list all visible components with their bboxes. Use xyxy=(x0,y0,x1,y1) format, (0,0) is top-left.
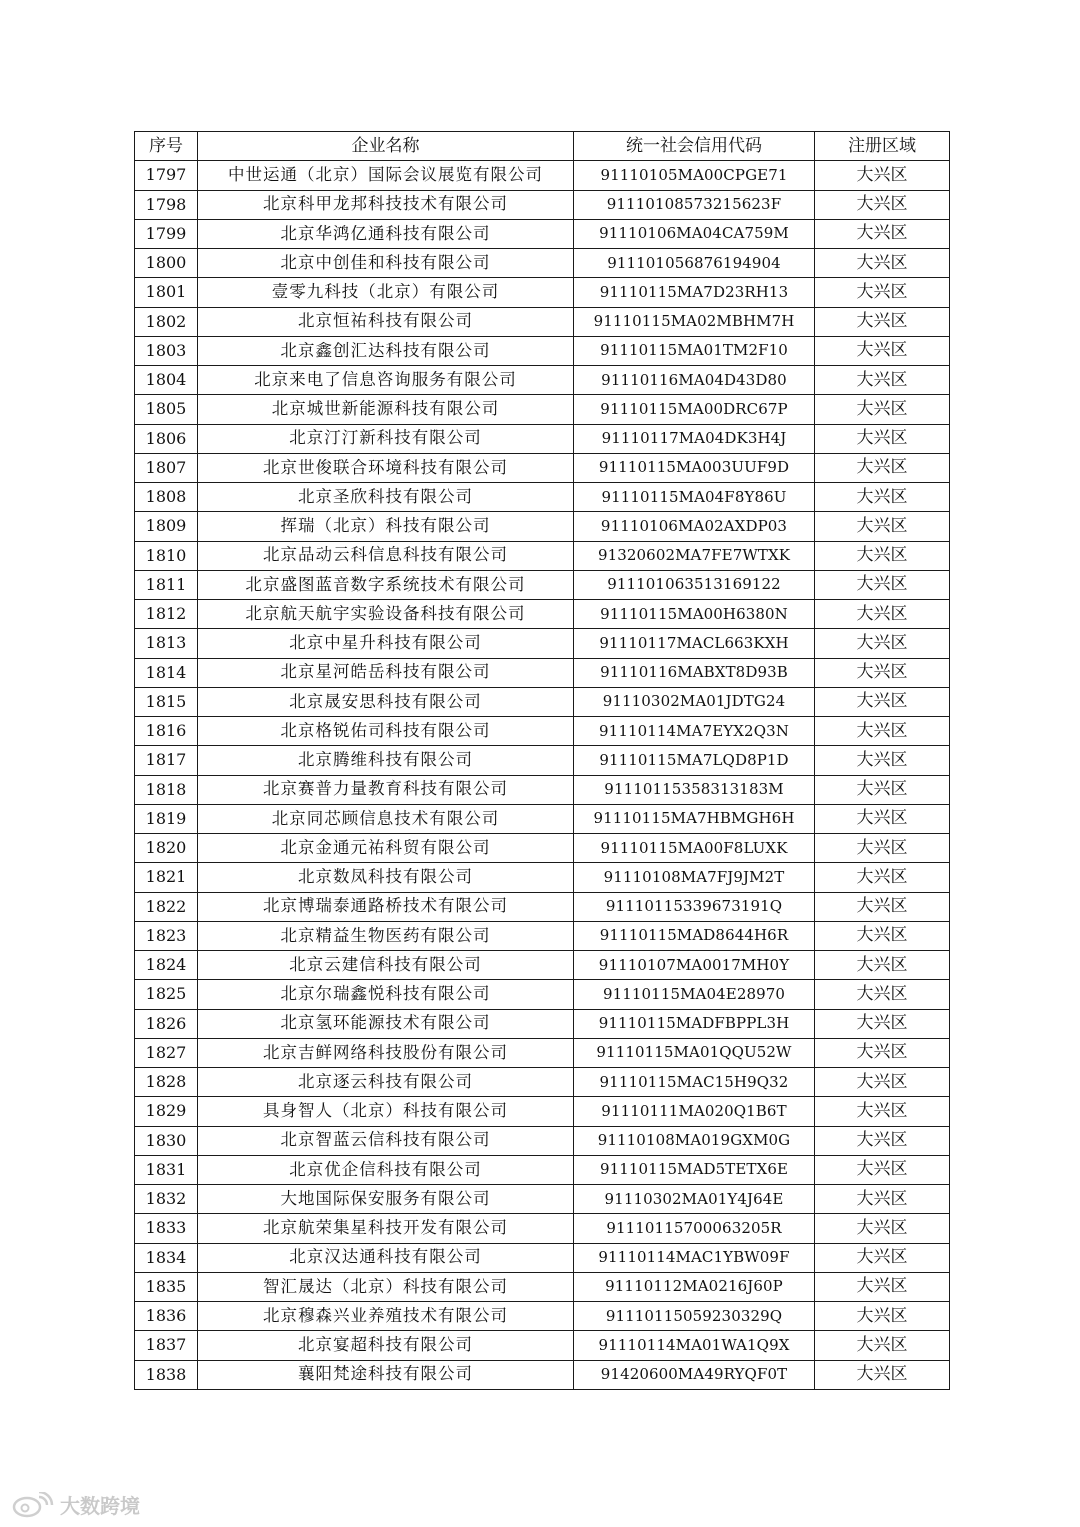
row-credit-code: 91110115MA00F8LUXK xyxy=(574,834,815,863)
row-index: 1799 xyxy=(135,219,198,248)
row-index: 1825 xyxy=(135,980,198,1009)
table-row xyxy=(135,1155,950,1184)
watermark xyxy=(12,1490,140,1519)
row-index: 1819 xyxy=(135,804,198,833)
row-credit-code: 91110115MA00H6380N xyxy=(574,600,815,629)
row-region: 大兴区 xyxy=(815,307,950,336)
row-index: 1804 xyxy=(135,366,198,395)
table-row xyxy=(135,951,950,980)
row-region: 大兴区 xyxy=(815,395,950,424)
row-credit-code: 91110111MA020Q1B6T xyxy=(574,1097,815,1126)
row-company-name: 中世运通（北京）国际会议展览有限公司 xyxy=(198,161,574,190)
table-row xyxy=(135,863,950,892)
row-company-name: 襄阳梵途科技有限公司 xyxy=(198,1360,574,1389)
row-company-name: 北京航天航宇实验设备科技有限公司 xyxy=(198,600,574,629)
row-credit-code: 91110112MA0216J60P xyxy=(574,1272,815,1301)
row-company-name: 北京城世新能源科技有限公司 xyxy=(198,395,574,424)
row-region: 大兴区 xyxy=(815,717,950,746)
table-row xyxy=(135,570,950,599)
table-row xyxy=(135,1038,950,1067)
row-credit-code: 91110115700063205R xyxy=(574,1214,815,1243)
row-region: 大兴区 xyxy=(815,1360,950,1389)
row-index: 1834 xyxy=(135,1243,198,1272)
row-index: 1820 xyxy=(135,834,198,863)
row-company-name: 北京吉鲜网络科技股份有限公司 xyxy=(198,1038,574,1067)
row-credit-code: 91110115MA02MBHM7H xyxy=(574,307,815,336)
row-index: 1830 xyxy=(135,1126,198,1155)
row-region: 大兴区 xyxy=(815,366,950,395)
table-row xyxy=(135,600,950,629)
row-index: 1837 xyxy=(135,1331,198,1360)
row-region: 大兴区 xyxy=(815,804,950,833)
row-region: 大兴区 xyxy=(815,278,950,307)
row-company-name: 北京中星升科技有限公司 xyxy=(198,629,574,658)
table-row xyxy=(135,1185,950,1214)
row-company-name: 智汇晟达（北京）科技有限公司 xyxy=(198,1272,574,1301)
row-index: 1810 xyxy=(135,541,198,570)
table-row xyxy=(135,892,950,921)
row-region: 大兴区 xyxy=(815,249,950,278)
row-company-name: 北京尔瑞鑫悦科技有限公司 xyxy=(198,980,574,1009)
row-company-name: 北京来电了信息咨询服务有限公司 xyxy=(198,366,574,395)
row-company-name: 北京穆森兴业养殖技术有限公司 xyxy=(198,1302,574,1331)
row-index: 1808 xyxy=(135,483,198,512)
row-region: 大兴区 xyxy=(815,687,950,716)
row-region: 大兴区 xyxy=(815,219,950,248)
row-company-name: 北京星河皓岳科技有限公司 xyxy=(198,658,574,687)
row-credit-code: 91110115MAC15H9Q32 xyxy=(574,1068,815,1097)
row-region: 大兴区 xyxy=(815,1243,950,1272)
table-row xyxy=(135,307,950,336)
row-region: 大兴区 xyxy=(815,1185,950,1214)
row-credit-code: 91110105MA00CPGE71 xyxy=(574,161,815,190)
header-credit-code: 统一社会信用代码 xyxy=(574,132,815,161)
row-credit-code: 91110115MA00DRC67P xyxy=(574,395,815,424)
row-index: 1801 xyxy=(135,278,198,307)
row-credit-code: 91110115MAD5TETX6E xyxy=(574,1155,815,1184)
row-index: 1816 xyxy=(135,717,198,746)
row-credit-code: 91110114MA01WA1Q9X xyxy=(574,1331,815,1360)
row-index: 1813 xyxy=(135,629,198,658)
row-credit-code: 91110115MA7D23RH13 xyxy=(574,278,815,307)
row-credit-code: 91110108573215623F xyxy=(574,190,815,219)
row-company-name: 北京数凤科技有限公司 xyxy=(198,863,574,892)
row-region: 大兴区 xyxy=(815,1155,950,1184)
row-index: 1831 xyxy=(135,1155,198,1184)
row-region: 大兴区 xyxy=(815,1097,950,1126)
row-company-name: 北京宴超科技有限公司 xyxy=(198,1331,574,1360)
row-company-name: 挥瑞（北京）科技有限公司 xyxy=(198,512,574,541)
table-row xyxy=(135,395,950,424)
row-index: 1809 xyxy=(135,512,198,541)
table-row xyxy=(135,746,950,775)
row-index: 1812 xyxy=(135,600,198,629)
table-row xyxy=(135,921,950,950)
row-company-name: 北京逐云科技有限公司 xyxy=(198,1068,574,1097)
row-region: 大兴区 xyxy=(815,892,950,921)
table-row xyxy=(135,483,950,512)
row-region: 大兴区 xyxy=(815,921,950,950)
row-credit-code: 91110115MA04F8Y86U xyxy=(574,483,815,512)
row-company-name: 具身智人（北京）科技有限公司 xyxy=(198,1097,574,1126)
table-row xyxy=(135,980,950,1009)
row-index: 1828 xyxy=(135,1068,198,1097)
row-credit-code: 91110115059230329Q xyxy=(574,1302,815,1331)
table-row xyxy=(135,219,950,248)
row-index: 1836 xyxy=(135,1302,198,1331)
table-row xyxy=(135,1302,950,1331)
row-credit-code: 91110302MA01Y4J64E xyxy=(574,1185,815,1214)
table-row xyxy=(135,541,950,570)
row-company-name: 北京世俊联合环境科技有限公司 xyxy=(198,453,574,482)
row-credit-code: 911101063513169122 xyxy=(574,570,815,599)
row-company-name: 北京科甲龙邦科技技术有限公司 xyxy=(198,190,574,219)
row-company-name: 大地国际保安服务有限公司 xyxy=(198,1185,574,1214)
table-row xyxy=(135,1009,950,1038)
row-region: 大兴区 xyxy=(815,1068,950,1097)
table-row xyxy=(135,366,950,395)
row-company-name: 北京盛图蓝音数字系统技术有限公司 xyxy=(198,570,574,599)
row-company-name: 北京云建信科技有限公司 xyxy=(198,951,574,980)
table-row xyxy=(135,834,950,863)
row-region: 大兴区 xyxy=(815,951,950,980)
table-row xyxy=(135,453,950,482)
row-company-name: 北京华鸿亿通科技有限公司 xyxy=(198,219,574,248)
row-region: 大兴区 xyxy=(815,1272,950,1301)
row-region: 大兴区 xyxy=(815,570,950,599)
row-credit-code: 91110108MA7FJ9JM2T xyxy=(574,863,815,892)
row-credit-code: 91110115MA7HBMGH6H xyxy=(574,804,815,833)
row-index: 1823 xyxy=(135,921,198,950)
row-region: 大兴区 xyxy=(815,746,950,775)
row-region: 大兴区 xyxy=(815,161,950,190)
watermark-text: 大数跨境 xyxy=(60,1494,140,1518)
row-credit-code: 91110106MA02AXDP03 xyxy=(574,512,815,541)
row-company-name: 北京同芯顾信息技术有限公司 xyxy=(198,804,574,833)
header-region: 注册区域 xyxy=(815,132,950,161)
row-credit-code: 911101056876194904 xyxy=(574,249,815,278)
row-index: 1817 xyxy=(135,746,198,775)
row-company-name: 北京鑫创汇达科技有限公司 xyxy=(198,336,574,365)
header-row xyxy=(135,132,950,161)
row-credit-code: 91420600MA49RYQF0T xyxy=(574,1360,815,1389)
row-region: 大兴区 xyxy=(815,1302,950,1331)
row-index: 1800 xyxy=(135,249,198,278)
table-row xyxy=(135,424,950,453)
row-index: 1806 xyxy=(135,424,198,453)
row-index: 1815 xyxy=(135,687,198,716)
row-region: 大兴区 xyxy=(815,980,950,1009)
table-header xyxy=(135,132,950,161)
row-company-name: 北京格锐佑司科技有限公司 xyxy=(198,717,574,746)
row-company-name: 北京航荣集星科技开发有限公司 xyxy=(198,1214,574,1243)
row-credit-code: 91110106MA04CA759M xyxy=(574,219,815,248)
row-credit-code: 91110115MA01TM2F10 xyxy=(574,336,815,365)
row-company-name: 北京金通元祐科贸有限公司 xyxy=(198,834,574,863)
table-row xyxy=(135,249,950,278)
row-credit-code: 91110117MACL663KXH xyxy=(574,629,815,658)
table-row xyxy=(135,336,950,365)
row-credit-code: 91110116MABXT8D93B xyxy=(574,658,815,687)
row-index: 1824 xyxy=(135,951,198,980)
row-company-name: 北京品动云科信息科技有限公司 xyxy=(198,541,574,570)
row-company-name: 北京优企信科技有限公司 xyxy=(198,1155,574,1184)
row-index: 1797 xyxy=(135,161,198,190)
row-company-name: 北京智蓝云信科技有限公司 xyxy=(198,1126,574,1155)
table-row xyxy=(135,1360,950,1389)
row-credit-code: 91110117MA04DK3H4J xyxy=(574,424,815,453)
table-row xyxy=(135,190,950,219)
row-region: 大兴区 xyxy=(815,834,950,863)
table-row xyxy=(135,1214,950,1243)
row-company-name: 北京圣欣科技有限公司 xyxy=(198,483,574,512)
header-company-name: 企业名称 xyxy=(198,132,574,161)
row-credit-code: 91110115MAD8644H6R xyxy=(574,921,815,950)
row-credit-code: 91110115MADFBPPL3H xyxy=(574,1009,815,1038)
row-region: 大兴区 xyxy=(815,1214,950,1243)
table-row xyxy=(135,775,950,804)
row-index: 1826 xyxy=(135,1009,198,1038)
row-index: 1832 xyxy=(135,1185,198,1214)
row-company-name: 北京氢环能源技术有限公司 xyxy=(198,1009,574,1038)
row-company-name: 北京博瑞泰通路桥技术有限公司 xyxy=(198,892,574,921)
row-credit-code: 91110302MA01JDTG24 xyxy=(574,687,815,716)
row-index: 1807 xyxy=(135,453,198,482)
row-credit-code: 91110115339673191Q xyxy=(574,892,815,921)
row-index: 1833 xyxy=(135,1214,198,1243)
row-credit-code: 91110116MA04D43D80 xyxy=(574,366,815,395)
table-row xyxy=(135,629,950,658)
row-company-name: 壹零九科技（北京）有限公司 xyxy=(198,278,574,307)
row-index: 1818 xyxy=(135,775,198,804)
table-row xyxy=(135,1272,950,1301)
row-region: 大兴区 xyxy=(815,1126,950,1155)
table-row xyxy=(135,1126,950,1155)
row-index: 1835 xyxy=(135,1272,198,1301)
row-region: 大兴区 xyxy=(815,775,950,804)
row-credit-code: 91110115MA01QQU52W xyxy=(574,1038,815,1067)
table-row xyxy=(135,161,950,190)
table-row xyxy=(135,1243,950,1272)
row-credit-code: 91110115MA003UUF9D xyxy=(574,453,815,482)
row-region: 大兴区 xyxy=(815,658,950,687)
row-region: 大兴区 xyxy=(815,600,950,629)
company-registry-table xyxy=(134,131,950,1390)
row-region: 大兴区 xyxy=(815,336,950,365)
row-company-name: 北京晟安思科技有限公司 xyxy=(198,687,574,716)
row-credit-code: 91110115MA04E28970 xyxy=(574,980,815,1009)
row-index: 1821 xyxy=(135,863,198,892)
row-index: 1838 xyxy=(135,1360,198,1389)
row-index: 1798 xyxy=(135,190,198,219)
row-company-name: 北京汀汀新科技有限公司 xyxy=(198,424,574,453)
row-company-name: 北京中创佳和科技有限公司 xyxy=(198,249,574,278)
row-company-name: 北京恒祐科技有限公司 xyxy=(198,307,574,336)
row-company-name: 北京精益生物医药有限公司 xyxy=(198,921,574,950)
row-index: 1822 xyxy=(135,892,198,921)
table-row xyxy=(135,1068,950,1097)
header-index: 序号 xyxy=(135,132,198,161)
row-region: 大兴区 xyxy=(815,541,950,570)
row-index: 1829 xyxy=(135,1097,198,1126)
row-company-name: 北京赛普力量教育科技有限公司 xyxy=(198,775,574,804)
row-region: 大兴区 xyxy=(815,424,950,453)
row-index: 1803 xyxy=(135,336,198,365)
table-row xyxy=(135,512,950,541)
row-credit-code: 91110115358313183M xyxy=(574,775,815,804)
row-index: 1805 xyxy=(135,395,198,424)
row-credit-code: 91110108MA019GXM0G xyxy=(574,1126,815,1155)
table-row xyxy=(135,278,950,307)
row-company-name: 北京腾维科技有限公司 xyxy=(198,746,574,775)
row-region: 大兴区 xyxy=(815,483,950,512)
row-index: 1827 xyxy=(135,1038,198,1067)
row-region: 大兴区 xyxy=(815,863,950,892)
row-region: 大兴区 xyxy=(815,190,950,219)
row-region: 大兴区 xyxy=(815,1331,950,1360)
table-body xyxy=(135,161,950,1390)
table-row xyxy=(135,804,950,833)
row-index: 1814 xyxy=(135,658,198,687)
row-index: 1811 xyxy=(135,570,198,599)
row-company-name: 北京汉达通科技有限公司 xyxy=(198,1243,574,1272)
row-credit-code: 91110114MAC1YBW09F xyxy=(574,1243,815,1272)
row-credit-code: 91110107MA0017MH0Y xyxy=(574,951,815,980)
row-credit-code: 91110115MA7LQD8P1D xyxy=(574,746,815,775)
table-row xyxy=(135,1331,950,1360)
row-credit-code: 91320602MA7FE7WTXK xyxy=(574,541,815,570)
table-row xyxy=(135,687,950,716)
row-region: 大兴区 xyxy=(815,1009,950,1038)
row-region: 大兴区 xyxy=(815,1038,950,1067)
table-row xyxy=(135,658,950,687)
weibo-logo-icon xyxy=(12,1492,54,1518)
row-credit-code: 91110114MA7EYX2Q3N xyxy=(574,717,815,746)
row-region: 大兴区 xyxy=(815,453,950,482)
row-region: 大兴区 xyxy=(815,629,950,658)
row-region: 大兴区 xyxy=(815,512,950,541)
row-index: 1802 xyxy=(135,307,198,336)
table-row xyxy=(135,1097,950,1126)
table-row xyxy=(135,717,950,746)
